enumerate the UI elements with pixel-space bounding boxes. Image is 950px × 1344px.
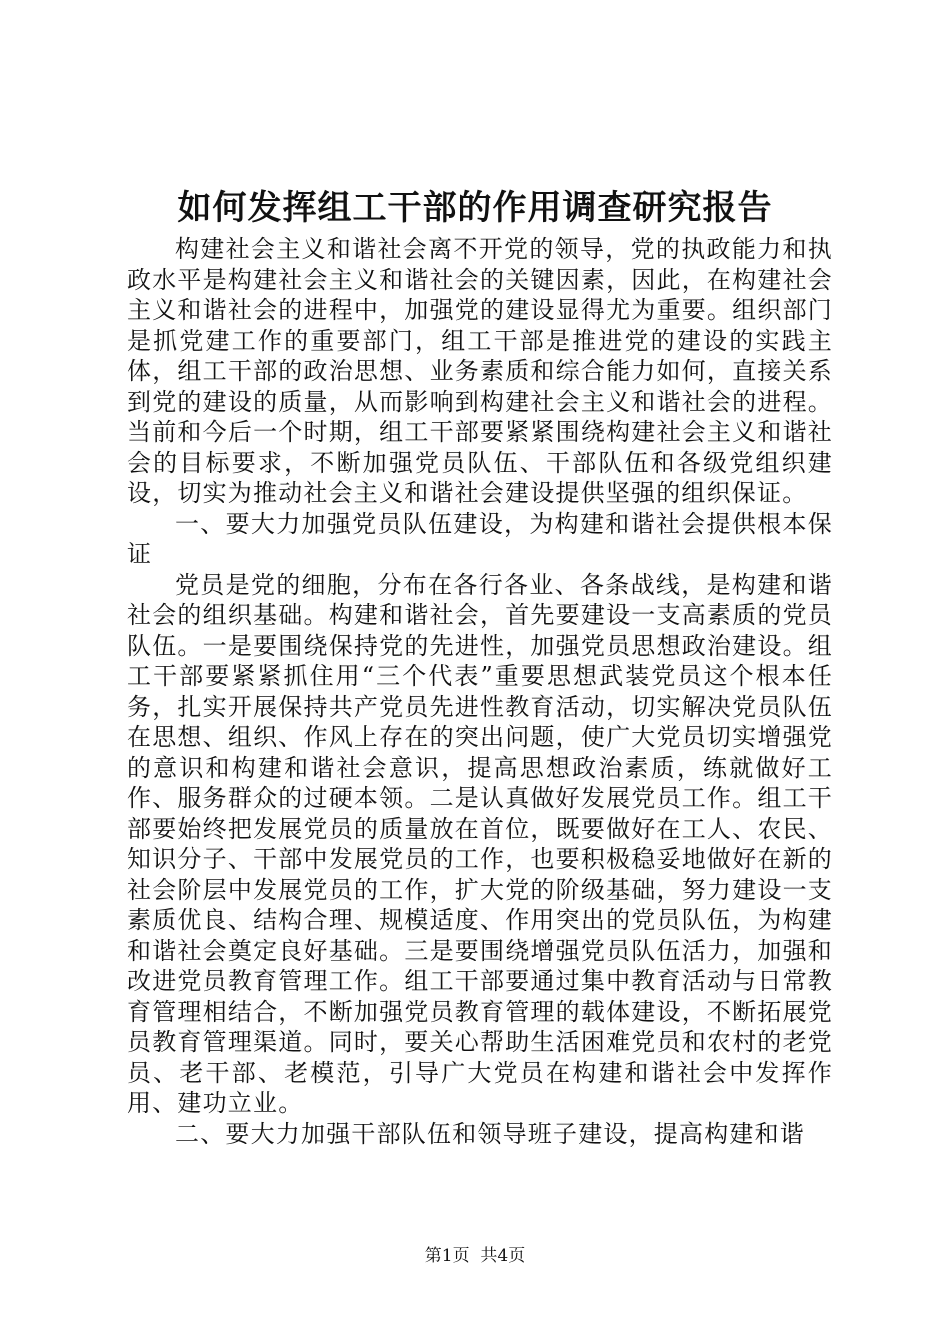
paragraph-section-1: 党员是党的细胞，分布在各行各业、各条战线，是构建和谐社会的组织基础。构建和谐社会，首先要建设一支高素质的党员队伍。一是要围绕保持党的先进性，加强党员思想政治建设。组工干部要紧紧抓住用“三个代表”重要思想武装党员这个根本任务，扎实开展保持共产党员先进性教育活动，切实解决党员队伍在思想、组织、作风上存在的突出问题，使广大党员切实增强党的意识和构建和谐社会意识，提高思想政治素质，练就做好工作、服务群众的过硬本领。二是认真做好发展党员工作。组工干部要始终把发展党员的质量放在首位，既要做好在工人、农民、知识分子、干部中发展党员的工作，也要积极稳妥地做好在新的社会阶层中发展党员的工作，扩大党的阶级基础，努力建设一支素质优良、结构合理、规模适度、作用突出的党员队伍，为构建和谐社会奠定良好基础。三是要围绕增强党员队伍活力，加强和改进党员教育管理工作。组工干部要通过集中教育活动与日常教育管理相结合，不断加强党员教育管理的载体建设，不断拓展党员教育管理渠道。同时，要关心帮助生活困难党员和农村的老党员、老干部、老模范，引导广大党员在构建和谐社会中发挥作用、建功立业。 <box>127 570 833 1117</box>
document-body <box>127 234 833 1149</box>
document-title: 如何发挥组工干部的作用调查研究报告 <box>177 188 773 228</box>
section-heading-1: 一、要大力加强党员队伍建设，为构建和谐社会提供根本保证 <box>127 509 833 568</box>
paragraph-intro: 构建社会主义和谐社会离不开党的领导，党的执政能力和执政水平是构建社会主义和谐社会的关键因素，因此，在构建社会主义和谐社会的进程中，加强党的建设显得尤为重要。组织部门是抓党建工作的重要部门，组工干部是推进党的建设的实践主体，组工干部的政治思想、业务素质和综合能力如何，直接关系到党的建设的质量，从而影响到构建社会主义和谐社会的进程。当前和今后一个时期，组工干部要紧紧围绕构建社会主义和谐社会的目标要求，不断加强党员队伍、干部队伍和各级党组织建设，切实为推动社会主义和谐社会建设提供坚强的组织保证。 <box>127 235 833 507</box>
page-footer <box>0 1245 950 1267</box>
section-heading-2: 二、要大力加强干部队伍和领导班子建设，提高构建和谐 <box>175 1119 805 1148</box>
page-number: 第1页 <box>424 1246 470 1266</box>
page-total: 共4页 <box>480 1246 526 1266</box>
